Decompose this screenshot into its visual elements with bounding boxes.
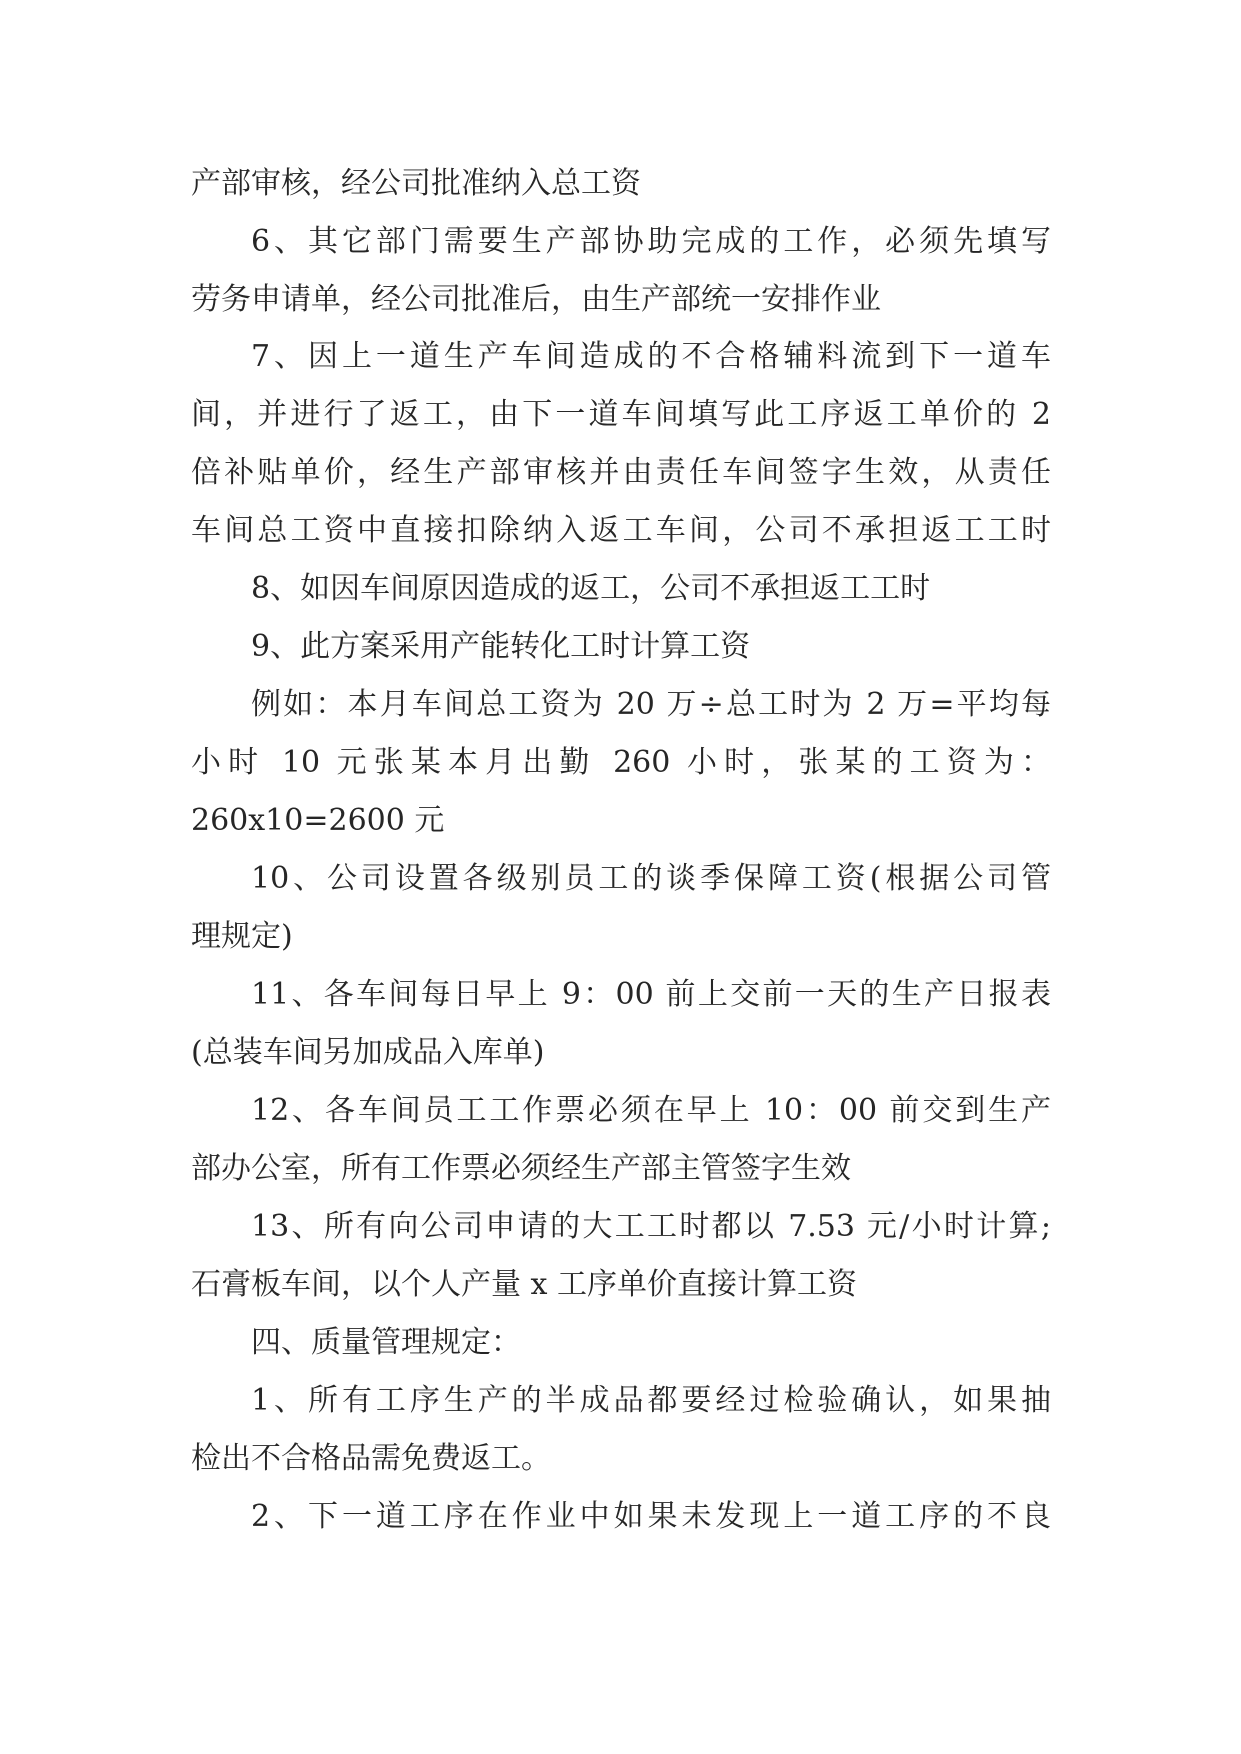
text-line: 2、下一道工序在作业中如果未发现上一道工序的不良 bbox=[251, 1499, 1051, 1534]
text-line: 检出不合格品需免费返工。 bbox=[191, 1441, 551, 1476]
text-line: 间，并进行了返工，由下一道车间填写此工序返工单价的 2 bbox=[191, 397, 1051, 432]
text-line: 1、所有工序生产的半成品都要经过检验确认，如果抽 bbox=[251, 1383, 1051, 1418]
text-line: 6、其它部门需要生产部协助完成的工作，必须先填写 bbox=[251, 224, 1051, 259]
text-line: 13、所有向公司申请的大工工时都以 7.53 元/小时计算; bbox=[251, 1209, 1051, 1244]
text-line: 11、各车间每日早上 9：00 前上交前一天的生产日报表 bbox=[251, 977, 1051, 1012]
text-line: 理规定) bbox=[191, 919, 293, 954]
text-line: 9、此方案采用产能转化工时计算工资 bbox=[251, 629, 751, 664]
text-line: 12、各车间员工工作票必须在早上 10：00 前交到生产 bbox=[251, 1093, 1051, 1128]
text-line: 例如：本月车间总工资为 20 万÷总工时为 2 万=平均每 bbox=[251, 687, 1051, 722]
text-line: 劳务申请单，经公司批准后，由生产部统一安排作业 bbox=[191, 282, 881, 317]
section-heading: 四、质量管理规定： bbox=[251, 1325, 521, 1360]
text-line: 260x10=2600 元 bbox=[191, 803, 445, 838]
text-line: 8、如因车间原因造成的返工，公司不承担返工工时 bbox=[251, 571, 931, 606]
text-line: 部办公室，所有工作票必须经生产部主管签字生效 bbox=[191, 1151, 851, 1186]
text-line: 10、公司设置各级别员工的谈季保障工资(根据公司管 bbox=[251, 861, 1051, 896]
text-line: (总装车间另加成品入库单) bbox=[191, 1035, 545, 1070]
text-line: 倍补贴单价，经生产部审核并由责任车间签字生效，从责任 bbox=[191, 455, 1051, 490]
text-line: 车间总工资中直接扣除纳入返工车间，公司不承担返工工时 bbox=[191, 513, 1051, 548]
text-line: 产部审核，经公司批准纳入总工资 bbox=[191, 166, 641, 201]
text-line: 小时 10 元张某本月出勤 260 小时，张某的工资为： bbox=[191, 745, 1051, 780]
text-line: 石膏板车间，以个人产量 x 工序单价直接计算工资 bbox=[191, 1267, 857, 1302]
text-line: 7、因上一道生产车间造成的不合格辅料流到下一道车 bbox=[251, 339, 1051, 374]
